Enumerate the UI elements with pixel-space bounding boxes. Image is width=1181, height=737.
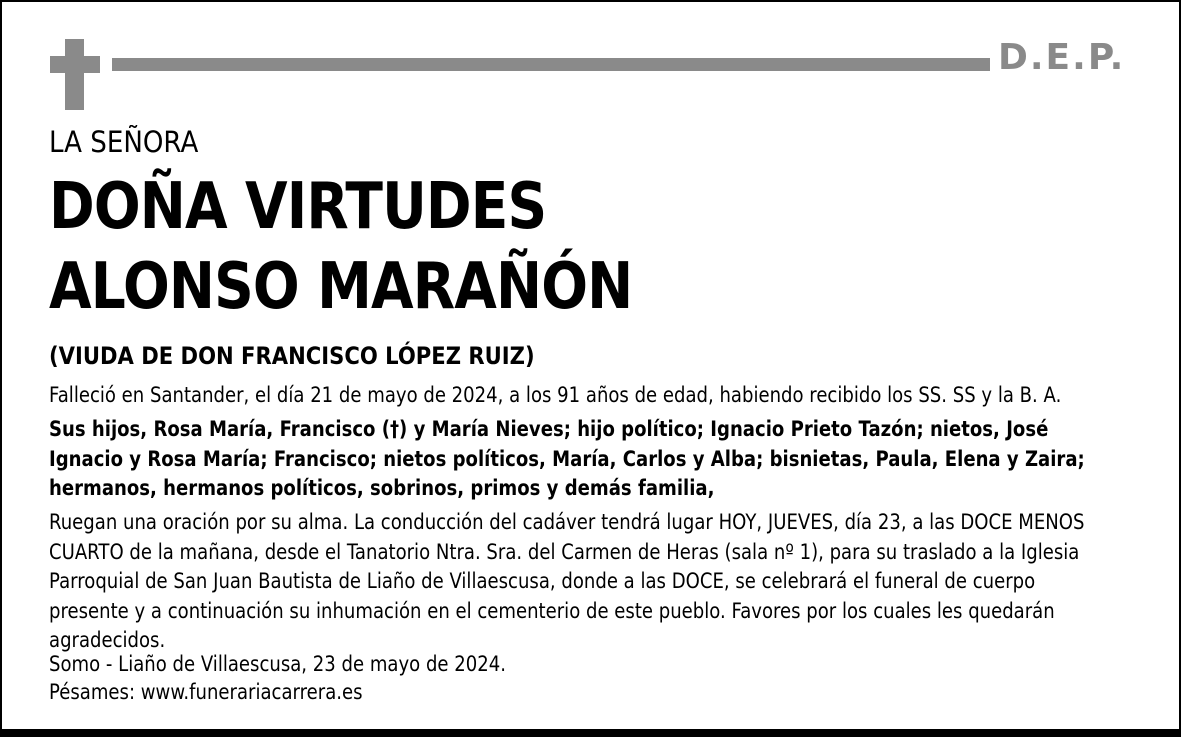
cross-horizontal-bar — [50, 56, 100, 73]
place-date: Somo - Liaño de Villaescusa, 23 de mayo de 2024. — [49, 652, 506, 676]
header-rule — [112, 58, 990, 71]
dep-label: D.E.P. — [998, 37, 1126, 78]
death-statement: Falleció en Santander, el día 21 de mayo de 2024, a los 91 años de edad, habiendo recibido los SS. SS y la B. A. — [49, 383, 1062, 407]
family-list: Sus hijos, Rosa María, Francisco (†) y María Nieves; hijo político; Ignacio Prieto Tazón; nietos, José Ignacio y Rosa María; Francisco; nietos políticos, María, Carlos y Alba; bisnietas, Paula, Elena y Zaira; hermanos, hermanos políticos, sobrinos, primos y demás familia, — [49, 417, 1085, 500]
deceased-name-line1: DOÑA VIRTUDES — [49, 170, 547, 244]
cross-vertical-bar — [65, 39, 84, 110]
widow-of: (VIUDA DE DON FRANCISCO LÓPEZ RUIZ) — [49, 342, 535, 370]
funeral-request: Ruegan una oración por su alma. La conducción del cadáver tendrá lugar HOY, JUEVES, día 23, a las DOCE MENOS CUARTO de la mañana, desde el Tanatorio Ntra. Sra. del Carmen de Heras (sala nº 1), para su traslado a la Iglesia Parroquial de San Juan Bautista de Liaño de Villaescusa, donde a las DOCE, se celebrará el funeral de cuerpo presente y a continuación su inhumación en el cementerio de este pueblo. Favores por los cuales les quedarán agradecidos. — [49, 510, 1085, 652]
honorific: LA SEÑORA — [49, 125, 199, 159]
deceased-name-line2: ALONSO MARAÑÓN — [49, 250, 633, 324]
condolences-link: Pésames: www.funerariacarrera.es — [49, 680, 363, 704]
